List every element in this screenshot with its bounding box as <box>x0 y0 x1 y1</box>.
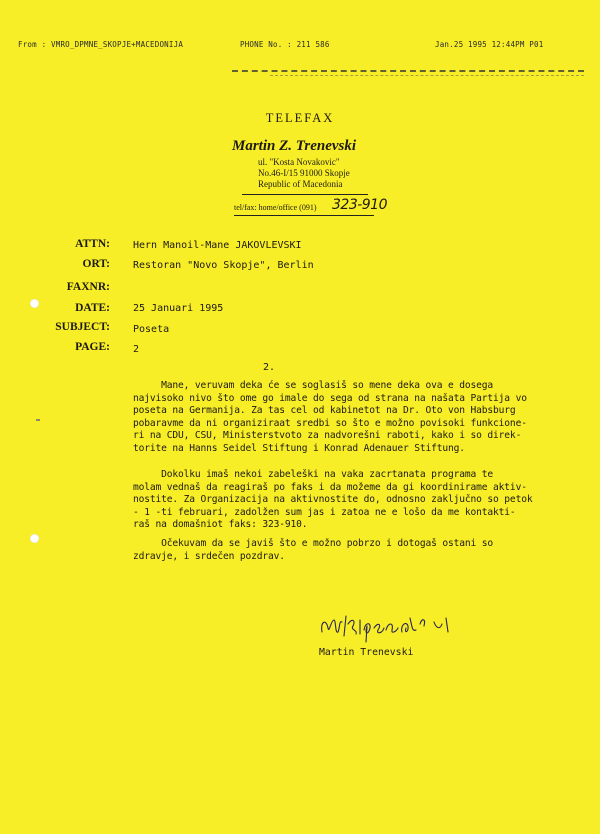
body-line: raš na domašniot faks: 323-910. <box>133 519 308 530</box>
fax-phone: PHONE No. : 211 586 <box>240 40 330 49</box>
address-line-3: Republic of Macedonia <box>258 179 343 189</box>
fax-from: From : VMRO_DPMNE_SKOPJE+MACEDONIJA <box>18 40 184 49</box>
field-value-page: 2 <box>133 344 140 355</box>
field-label-page: PAGE: <box>75 341 110 353</box>
field-label-attn: ATTN: <box>75 238 110 250</box>
body-paragraph-1 <box>133 380 593 455</box>
body-line: ri na CDU, CSU, Ministerstvoto za nadvorešni raboti, kako i so direk- <box>133 430 522 441</box>
field-label-ort: ORT: <box>82 258 110 270</box>
body-line: zdravje, i srdečen pozdrav. <box>133 550 285 562</box>
address-line-2: No.46-I/15 91000 Skopje <box>258 168 350 178</box>
field-label-faxnr: FAXNR: <box>66 281 110 293</box>
body-line: poseta na Germanija. Za tas cel od kabinetot na Dr. Oto von Habsburg <box>133 405 516 416</box>
telfax-underline <box>234 215 374 216</box>
body-line: molam vednaš da reagiraš po faks i da možeme da gi koordiniramе aktiv- <box>133 481 527 493</box>
field-value-date: 25 Januari 1995 <box>133 303 224 314</box>
handwritten-signature <box>316 608 486 648</box>
body-line: - 1 -ti februari, zadolžen sum jas i zatoa ne e lošo da me kontakti- <box>133 506 516 518</box>
fold-mark <box>36 419 40 421</box>
body-line: torite na Hanns Seidel Stiftung i Konrad Adenauer Stiftung. <box>133 442 465 454</box>
field-value-subject: Poseta <box>133 324 170 335</box>
body-line: nostite. Za Organizacija na aktivnostite do, odnosno zaključno so petok <box>133 494 533 505</box>
transmission-dash-line-secondary <box>270 75 584 76</box>
field-value-attn: Hern Manoil-Mane JAKOVLEVSKI <box>133 240 302 251</box>
transmission-dash-line <box>232 70 584 72</box>
punch-hole-top <box>30 299 39 308</box>
field-value-ort: Restoran "Novo Skopje", Berlin <box>133 260 314 271</box>
page-number: 2. <box>263 362 276 373</box>
body-line: Dokolku imaš nekoi zabeleški na vaka zacrtanata programa te <box>133 469 494 480</box>
fax-transmission-header <box>18 40 582 52</box>
sender-name: Martin Z. Trenevski <box>232 138 357 154</box>
letterhead-title: TELEFAX <box>265 111 335 125</box>
field-label-subject: SUBJECT: <box>55 321 110 333</box>
body-line: najvisoko nivo što ome go imale do sega od strana na našata Partija vo <box>133 392 527 404</box>
address-divider <box>242 194 368 195</box>
fax-datetime: Jan.25 1995 12:44PM P01 <box>435 40 544 49</box>
field-label-date: DATE: <box>75 302 110 314</box>
body-line: Mane, veruvam deka će se soglasiš so mene deka ova e dosega <box>133 380 494 391</box>
body-line: pobaravme da ni organiziraat sredbi so što e možno povisoki funkcione- <box>133 417 527 429</box>
telfax-label: tel/fax: home/office (091) <box>234 203 317 212</box>
telfax-number-handwritten: 323-910 <box>332 197 387 213</box>
signer-name: Martin Trenevski <box>319 647 414 658</box>
body-paragraph-3 <box>133 538 593 563</box>
address-line-1: ul. "Kosta Novakovic" <box>258 157 340 167</box>
body-paragraph-2 <box>133 469 593 532</box>
punch-hole-bottom <box>30 534 39 543</box>
body-line: Očekuvam da se javiš što e možno pobrzo i dotogaš ostani so <box>133 538 494 549</box>
